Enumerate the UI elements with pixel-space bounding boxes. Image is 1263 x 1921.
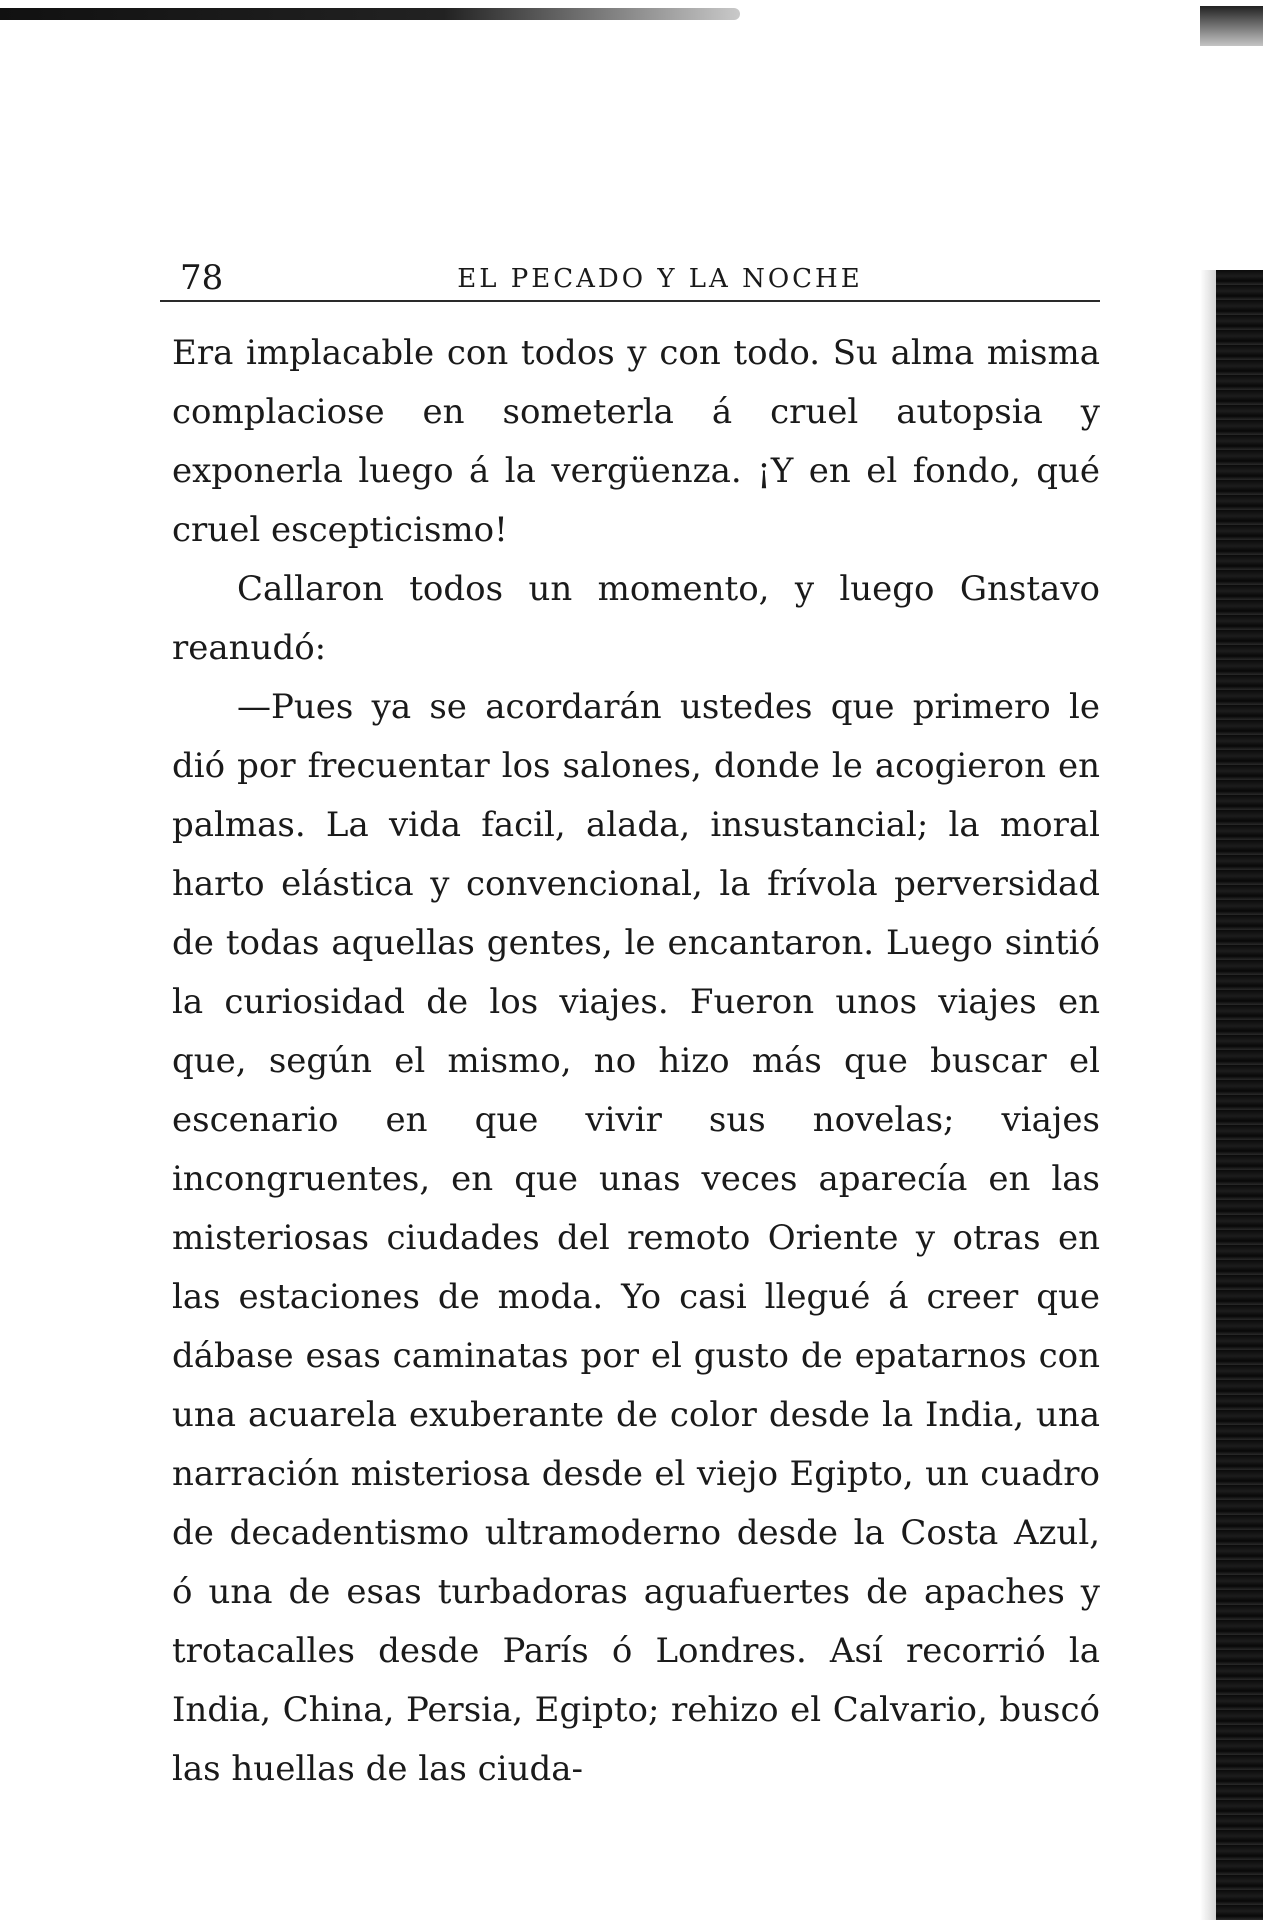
scan-top-smudge xyxy=(0,8,740,20)
page-body xyxy=(160,324,1100,1799)
scan-gutter-edge xyxy=(1216,270,1263,1920)
paragraph-3: —Pues ya se acordarán ustedes que primero le dió por frecuentar los salones, donde le acogieron en palmas. La vida facil, alada, insustancial; la moral harto elástica y convencional, la frívola perversidad de todas aquellas gentes, le encantaron. Luego sintió la curiosidad de los viajes. Fueron unos viajes en que, según el mismo, no hizo más que buscar el escenario en que vivir sus novelas; viajes incongruentes, en que unas veces aparecía en las misteriosas ciudades del remoto Oriente y otras en las estaciones de moda. Yo casi llegué á creer que dábase esas caminatas por el gusto de epatarnos con una acuarela exuberante de color desde la India, una narración misteriosa desde el viejo Egipto, un cuadro de decadentismo ultramoderno desde la Costa Azul, ó una de esas turbadoras aguafuertes de apaches y trotacalles desde París ó Londres. Así recorrió la India, China, Persia, Egipto; rehizo el Calvario, buscó las huellas de las ciuda- xyxy=(172,687,1100,1789)
page-number: 78 xyxy=(180,258,224,298)
page-header xyxy=(160,240,1100,302)
paragraph-1: Era implacable con todos y con todo. Su alma misma complaciose en someterla á cruel autopsia y exponerla luego á la vergüenza. ¡Y en el fondo, qué cruel escepticismo! xyxy=(172,333,1100,550)
paragraph-2: Callaron todos un momento, y luego Gnstavo reanudó: xyxy=(172,569,1100,668)
running-title: EL PECADO Y LA NOCHE xyxy=(457,264,863,294)
book-page xyxy=(160,240,1100,1799)
scan-corner-mark xyxy=(1200,6,1263,46)
